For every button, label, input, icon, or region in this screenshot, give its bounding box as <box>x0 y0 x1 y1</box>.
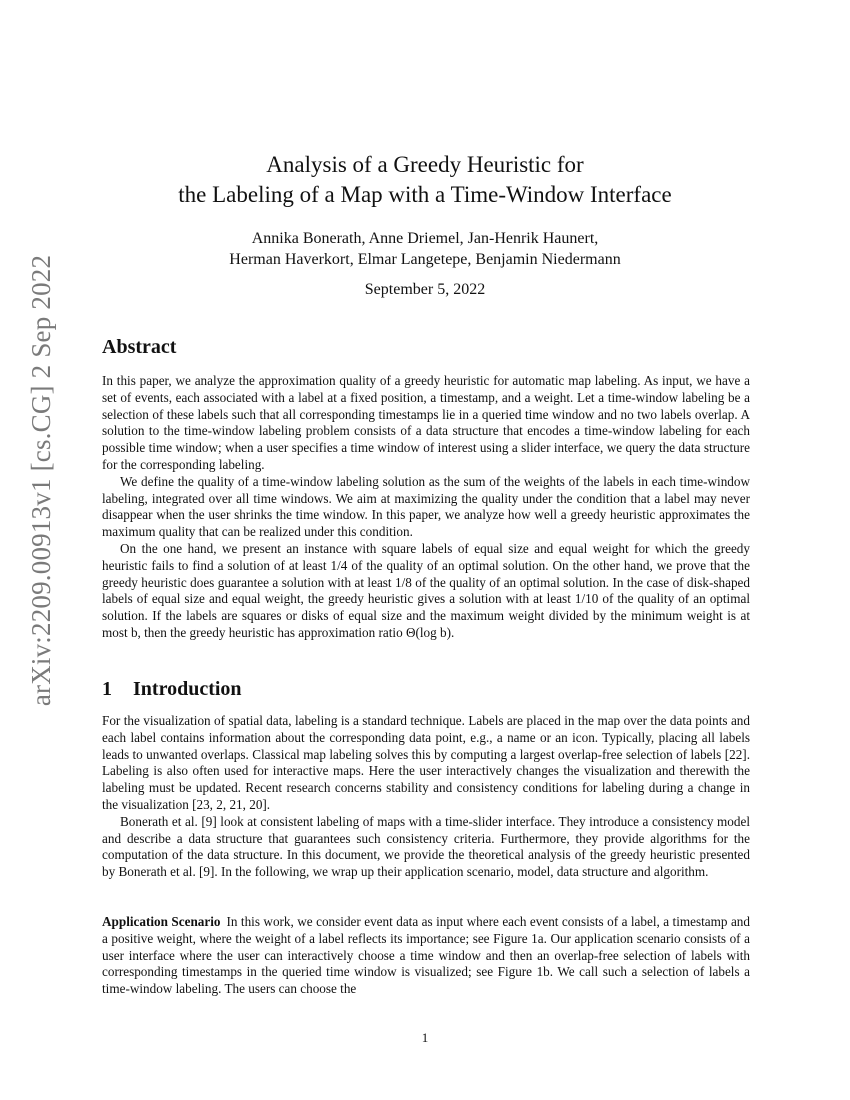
author-list <box>100 228 750 270</box>
abstract-body <box>102 373 750 642</box>
page-number: 1 <box>421 1030 429 1045</box>
arxiv-identifier-stamp <box>18 254 66 706</box>
paper-title <box>100 150 750 210</box>
application-scenario-paragraph <box>102 914 750 998</box>
authors-line-2: Herman Haverkort, Elmar Langetepe, Benjamin Niedermann <box>229 251 621 268</box>
abstract-paragraph-3: On the one hand, we present an instance with square labels of equal size and equal weight for which the greedy heuristic fails to find a solution of at least 1/4 of the quality of an optimal solution. On the other hand, we prove that the greedy heuristic does guarantee a solution with at least 1/8 of the quality of an optimal solution. In the case of disk-shaped labels of equal size and equal weight, the greedy heuristic gives a solution with at least 1/10 of the quality of an optimal solution. If the labels are squares or disks of equal size and the maximum weight divided by the minimum weight is at most b, then the greedy heuristic has approximation ratio Θ(log b). <box>102 540 750 640</box>
application-scenario-text <box>102 914 750 998</box>
arxiv-identifier: arXiv:2209.00913v1 [cs.CG] 2 Sep 2022 <box>26 254 57 706</box>
title-line-2: the Labeling of a Map with a Time-Window Interface <box>178 182 672 207</box>
publication-date: September 5, 2022 <box>364 281 486 298</box>
title-line-1: Analysis of a Greedy Heuristic for <box>266 152 584 177</box>
introduction-paragraph-1: For the visualization of spatial data, labeling is a standard technique. Labels are placed in the map over the data points and each label contains information about the corresponding data point, e.g., a name or an icon. Typically, placing all labels leads to unwanted overlaps. Classical map labeling solves this by computing a largest overlap-free selection of labels [22]. Labeling is also often used for interactive maps. Here the user interactively changes the visualization and therewith the labeling must be updated. Recent research concerns stability and consistency conditions for labeling during a change in the visualization [23, 2, 21, 20]. <box>102 713 750 812</box>
abstract-heading: Abstract <box>102 336 177 358</box>
application-scenario-heading: Application Scenario <box>102 914 221 929</box>
abstract-paragraph-2: We define the quality of a time-window labeling solution as the sum of the weights of the labels in each time-window labeling, integrated over all time windows. We aim at maximizing the quality under the condition that a label may never disappear when the user shrinks the time window. In this paper, we analyze how well a greedy heuristic approximates the maximum quality that can be realized under this condition. <box>102 473 750 540</box>
introduction-heading <box>102 678 242 701</box>
application-scenario-body: In this work, we consider event data as input where each event consists of a label, a timestamp and a positive weight, where the weight of a label reflects its importance; see Figure 1a. Our application scenario consists of a user interface where the user can interactively choose a time window and then an overlap-free selection of labels with corresponding timestamps in the queried time window is visualized; see Figure 1b. We call such a selection of labels a time-window labeling. The users can choose the <box>102 914 750 997</box>
section-number: 1 <box>102 678 112 700</box>
authors-line-1: Annika Bonerath, Anne Driemel, Jan-Henrik Haunert, <box>251 230 599 247</box>
introduction-body <box>102 713 750 881</box>
abstract-paragraph-1: In this paper, we analyze the approximation quality of a greedy heuristic for automatic map labeling. As input, we have a set of events, each associated with a label at a fixed position, a timestamp, and a weight. Let a time-window labeling be a selection of these labels such that all corresponding timestamps lie in a queried time window and no two labels overlap. A solution to the time-window labeling problem consists of a data structure that encodes a time-window labeling for each possible time window; when a user specifies a time window of interest using a slider interface, we query the data structure for the corresponding labeling. <box>102 373 750 472</box>
section-title: Introduction <box>133 678 242 700</box>
introduction-paragraph-2: Bonerath et al. [9] look at consistent labeling of maps with a time-slider interface. They introduce a consistency model and describe a data structure that guarantees such consistency criteria. Furthermore, they provide algorithms for the computation of the data structure. In this document, we provide the theoretical analysis of the greedy heuristic presented by Bonerath et al. [9]. In the following, we wrap up their application scenario, model, data structure and algorithm. <box>102 813 750 880</box>
